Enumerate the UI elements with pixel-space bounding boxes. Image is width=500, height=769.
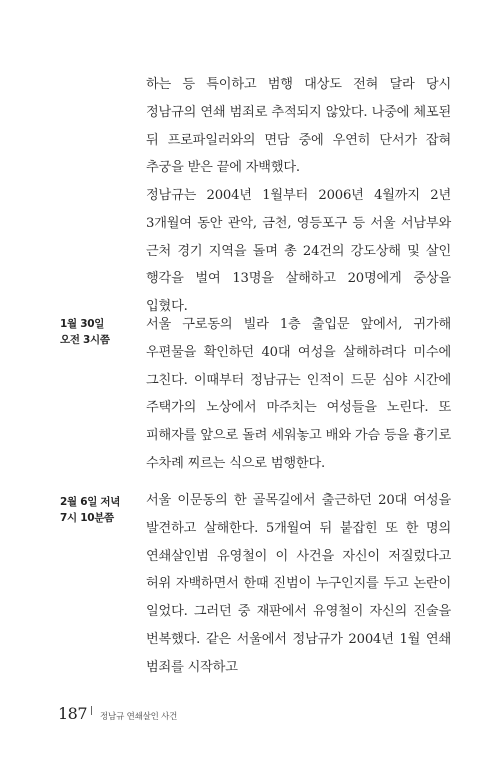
- body-paragraph-intro: 하는 등 특이하고 범행 대상도 전혀 달라 당시 정남규의 연쇄 범죄로 추적되지 않았다. 나중에 체포된 뒤 프로파일러와의 면담 중에 우연히 단서가 잡혀 추궁을 받은 끝에 자백했다.: [146, 77, 451, 176]
- date-label-time: 오전 3시쯤: [60, 334, 110, 346]
- date-label-feb-6: [60, 494, 140, 526]
- date-label-jan-30: [60, 316, 140, 348]
- body-paragraph-summary: 정남규는 2004년 1월부터 2006년 4월까지 2년 3개월여 동안 관악, 금천, 영등포구 등 서울 서남부와 근처 경기 지역을 돌며 총 24건의 강도상해 및 살인 행각을 벌여 13명을 살해하고 20명에게 중상을 입혔다.: [146, 188, 451, 315]
- date-label-date: 2월 6일 저녁: [60, 496, 121, 508]
- date-label-date: 1월 30일: [60, 318, 105, 330]
- date-label-time: 7시 10분쯤: [60, 512, 114, 524]
- body-paragraph-feb-6: 서울 이문동의 한 골목길에서 출근하던 20대 여성을 발견하고 살해한다. 5개월여 뒤 붙잡힌 또 한 명의 연쇄살인범 유영철이 이 사건을 자신이 저질렀다고 허위 자백하면서 한때 진범이 누구인지를 두고 논란이 일었다. 그러던 중 재판에서 유영철이 자신의 진술을 번복했다. 같은 서울에서 정남규가 2004년 1월 연쇄 범죄를 시작하고: [146, 493, 451, 675]
- footer-divider: [91, 706, 92, 715]
- running-head: 정남규 연쇄살인 사건: [100, 712, 178, 722]
- page-number: 187: [58, 704, 88, 723]
- page-footer: [58, 704, 177, 728]
- body-paragraph-jan-30: 서울 구로동의 빌라 1층 출입문 앞에서, 귀가해 우편물을 확인하던 40대 여성을 살해하려다 미수에 그친다. 이때부터 정남규는 인적이 드문 심야 시간에 주택가의 노상에서 마주치는 여성들을 노린다. 또 피해자를 앞으로 돌려 세워놓고 배와 가슴 등을 흉기로 수차례 찌르는 식으로 범행한다.: [146, 317, 451, 471]
